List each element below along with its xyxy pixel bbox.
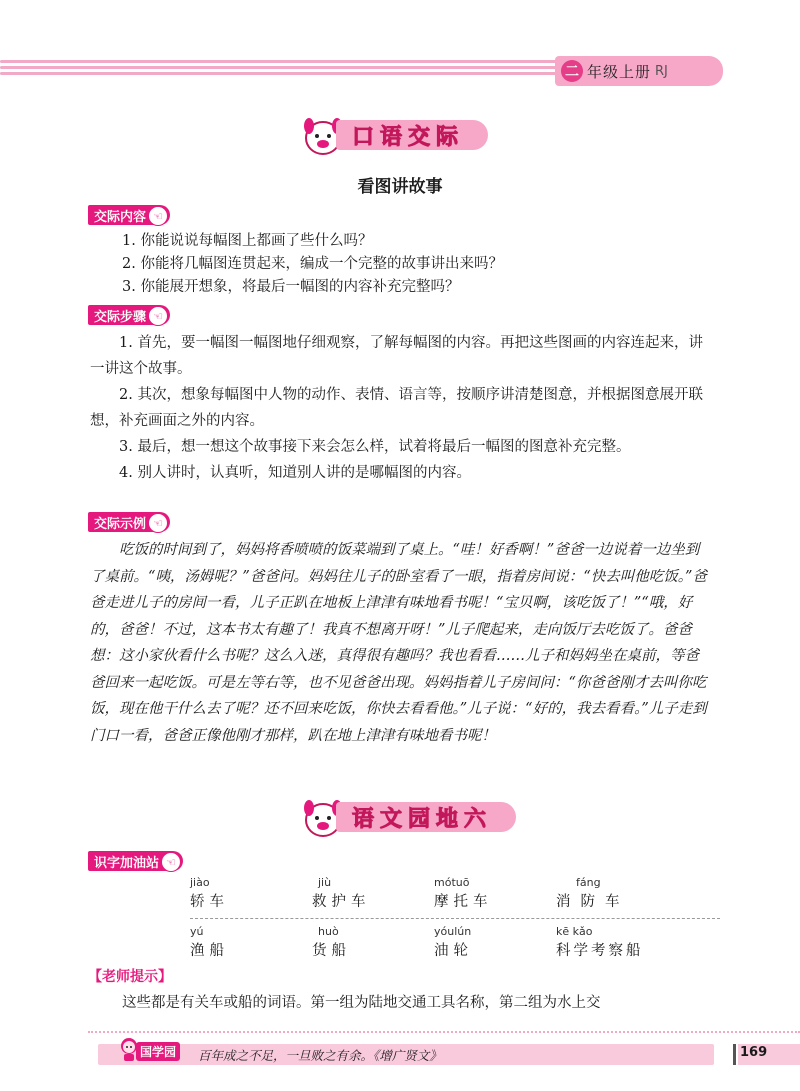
vocab-cell: fáng 消防车 — [556, 876, 630, 910]
grade-tab — [555, 56, 723, 86]
list-item: 3. 最后，想一想这个故事接下来会怎么样，试着将最后一幅图的图意补充完整。 — [119, 439, 631, 455]
list-item: 1. 首先，要一幅图一幅图地仔细观察，了解每幅图的内容。再把这些图画的内容连起来，讲一讲这个故事。 — [90, 335, 703, 377]
vocab-cell: huò 货船 — [312, 925, 351, 959]
section-banner-garden — [300, 800, 516, 834]
teacher-tip-text: 这些都是有关车或船的词语。第一组为陆地交通工具名称，第二组为水上交 — [122, 995, 601, 1011]
hand-icon: ☜ — [148, 513, 168, 533]
list-item: 2. 其次，想象每幅图中人物的动作、表情、语言等，按顺序讲清楚图意，并根据图意展开联想，补充画面之外的内容。 — [90, 387, 703, 429]
vocab-cell: kē kǎo 科学考察船 — [556, 925, 644, 959]
header-decoration — [0, 60, 560, 82]
footer-quote: 百年成之不足，一旦败之有余。《增广贤文》 — [198, 1048, 442, 1063]
page-title: 看图讲故事 — [357, 177, 443, 197]
section-banner-oral — [300, 118, 488, 152]
vocab-cell: jiào 轿车 — [190, 876, 229, 910]
badge-label: 国学园 — [136, 1042, 180, 1061]
footer-divider — [88, 1031, 800, 1033]
steps-list — [90, 330, 712, 486]
page-number-marker — [733, 1044, 736, 1065]
grade-circle: 二 — [561, 60, 583, 82]
list-item: 2. 你能将几幅图连贯起来，编成一个完整的故事讲出来吗？ — [122, 256, 503, 272]
vocab-row — [190, 925, 720, 961]
tag-example: 交际示例 ☜ — [88, 512, 170, 532]
vocab-cell: mótuō 摩托车 — [434, 876, 493, 910]
edition-label: RJ — [655, 63, 668, 79]
example-story: 吃饭的时间到了，妈妈将香喷喷的饭菜端到了桌上。“哇！好香啊！”爸爸一边说着一边坐到了桌前。“咦，汤姆呢？”爸爸问。妈妈往儿子的卧室看了一眼，指着房间说：“快去叫他吃饭。”爸爸走进儿子的房间一看，儿子正趴在地板上津津有味地看书呢！“宝贝啊，该吃饭了！”“哦，好的，爸爸！不过，这本书太有趣了！我真不想离开呀！”儿子爬起来，走向饭厅去吃饭了。爸爸想：这小家伙看什么书呢？这么入迷，真得很有趣吗？我也看看……儿子和妈妈坐在桌前，等爸爸回来一起吃饭。可是左等右等，也不见爸爸出现。妈妈指着儿子房间问：“你爸爸刚才去叫你吃饭，现在他干什么去了呢？还不回来吃饭，你快去看看他。”儿子说：“好的，我去看看。”儿子走到门口一看，爸爸正像他刚才那样，趴在地上津津有味地看书呢！ — [90, 542, 707, 744]
divider — [190, 918, 720, 919]
vocab-cell: yóulún 油轮 — [434, 925, 473, 959]
vocab-table — [190, 876, 720, 961]
page-number: 169 — [740, 1045, 768, 1060]
banner-title: 口语交际 — [352, 124, 465, 150]
list-item: 3. 你能展开想象，将最后一幅图的内容补充完整吗？ — [122, 279, 460, 295]
tag-literacy: 识字加油站 ☜ — [88, 851, 183, 871]
banner-title: 语文园地六 — [352, 806, 493, 832]
teacher-tip-label: 【老师提示】 — [88, 969, 172, 985]
list-item: 4. 别人讲时，认真听，知道别人讲的是哪幅图的内容。 — [119, 465, 471, 481]
tag-steps: 交际步骤 ☜ — [88, 305, 170, 325]
hand-icon: ☜ — [161, 852, 181, 872]
vocab-cell: yú 渔船 — [190, 925, 229, 959]
tag-content: 交际内容 ☜ — [88, 205, 170, 225]
vocab-row — [190, 876, 720, 912]
footer-badge — [118, 1037, 182, 1063]
hand-icon: ☜ — [148, 206, 168, 226]
list-item: 1. 你能说说每幅图上都画了些什么吗？ — [122, 233, 373, 249]
content-list — [122, 230, 503, 299]
hand-icon: ☜ — [148, 306, 168, 326]
grade-text: 年级上册 — [587, 62, 652, 81]
vocab-cell: jiù 救护车 — [312, 876, 371, 910]
